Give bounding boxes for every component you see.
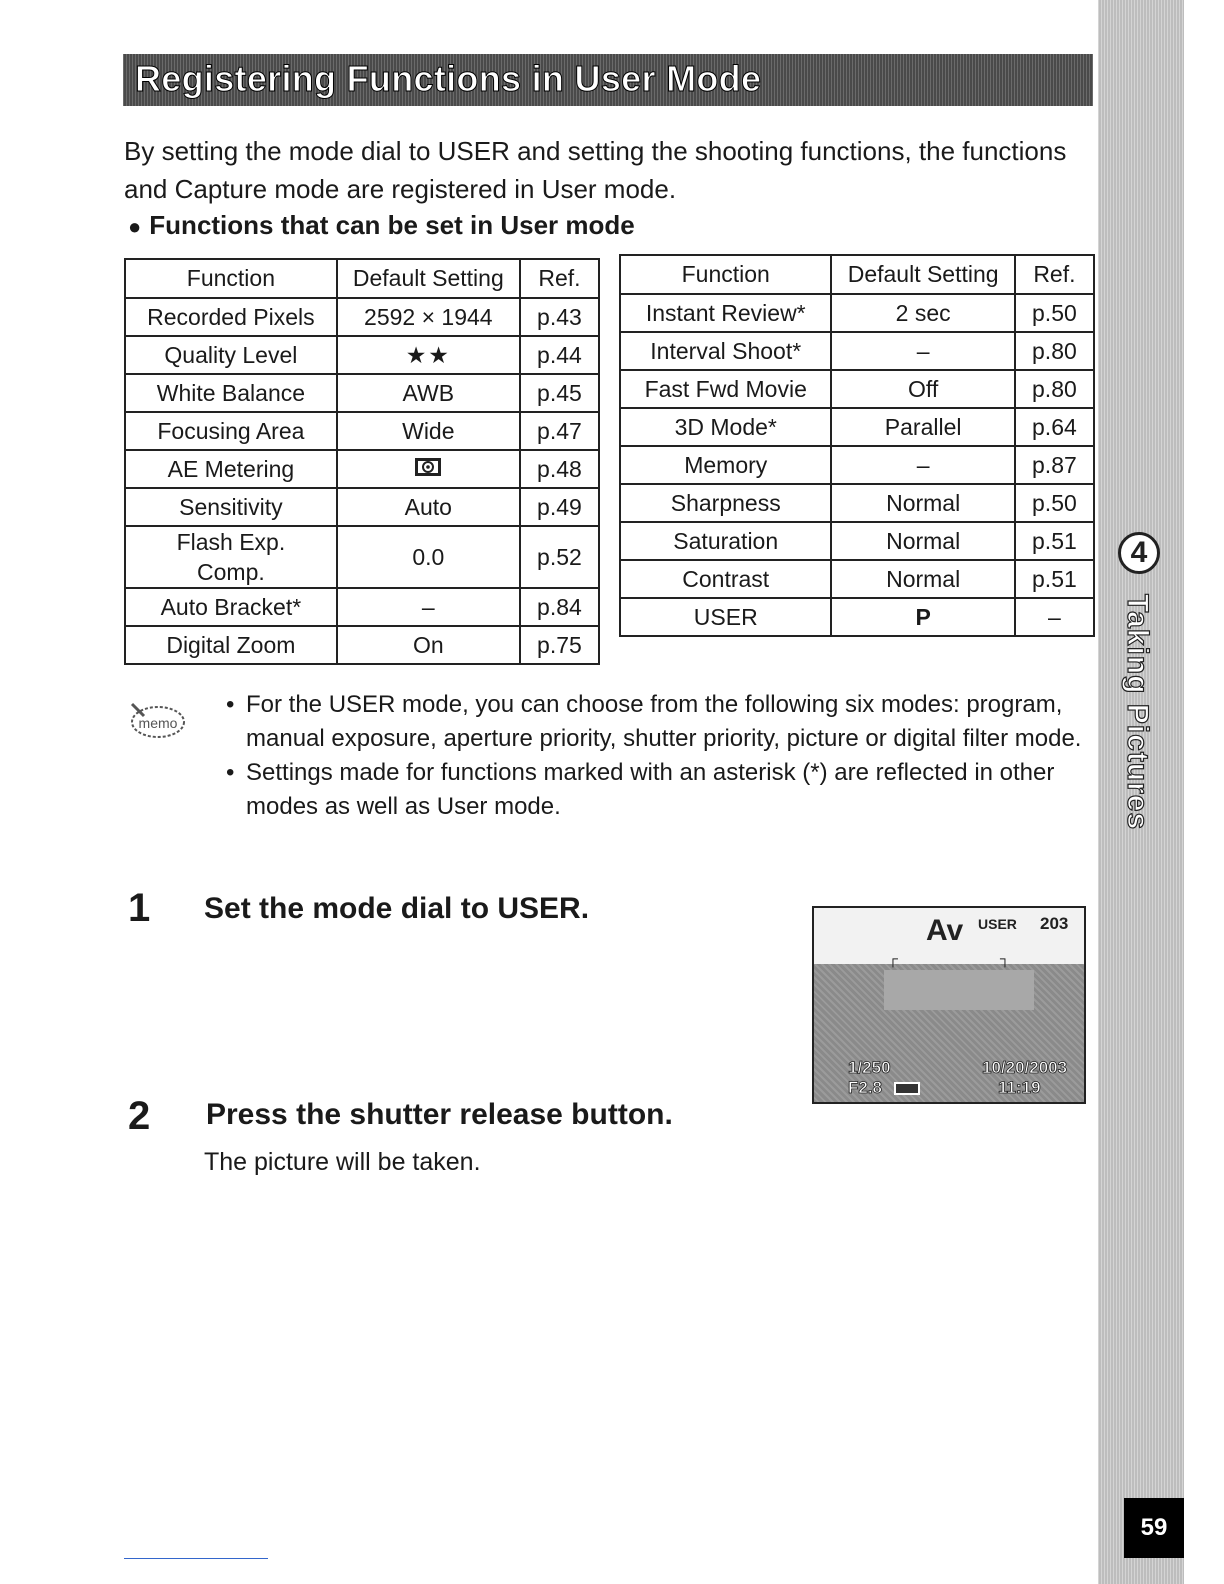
function-cell: Sensitivity: [125, 488, 337, 526]
chapter-title: Taking Pictures: [1121, 594, 1154, 831]
step-2-number: 2: [128, 1094, 151, 1138]
column-header-default: Default Setting: [831, 255, 1014, 294]
functions-table-left: [124, 258, 600, 665]
osd-shutter: 1/250: [848, 1058, 891, 1077]
ref-cell: p.50: [1015, 294, 1094, 332]
ref-cell: p.87: [1015, 446, 1094, 484]
table-row: [125, 336, 599, 374]
table-row: [620, 294, 1094, 332]
osd-aperture: F2.8: [848, 1078, 883, 1097]
ref-cell: p.48: [520, 450, 599, 488]
ref-cell: p.47: [520, 412, 599, 450]
table-row: [125, 412, 599, 450]
default-cell: 2 sec: [831, 294, 1014, 332]
ref-cell: –: [1015, 598, 1094, 636]
ref-cell: p.84: [520, 588, 599, 626]
ref-cell: p.51: [1015, 560, 1094, 598]
intro-paragraph: By setting the mode dial to USER and setting the shooting functions, the functions and Capture mode are registered in User mode.: [124, 136, 1067, 204]
ref-cell: p.80: [1015, 370, 1094, 408]
column-header-default: Default Setting: [337, 259, 520, 298]
ref-cell: p.51: [1015, 522, 1094, 560]
table-row: [125, 526, 599, 588]
focus-frame-right-icon: ┐: [1000, 950, 1010, 966]
table-row: [620, 332, 1094, 370]
memo-note: • Settings made for functions marked with an asterisk (*) are reflected in other modes as well as User mode.: [222, 756, 1082, 824]
column-header-function: Function: [620, 255, 831, 294]
osd-date: 10/20/2003: [982, 1058, 1068, 1077]
function-cell: Contrast: [620, 560, 831, 598]
section-title: Registering Functions in User Mode: [135, 58, 762, 99]
default-cell: Auto: [337, 488, 520, 526]
column-header-ref: Ref.: [1015, 255, 1094, 294]
function-cell: Memory: [620, 446, 831, 484]
functions-subheading: [128, 210, 635, 241]
preview-building: [884, 970, 1034, 1010]
osd-mode: Av: [926, 914, 964, 947]
ref-cell: p.44: [520, 336, 599, 374]
ref-cell: p.64: [1015, 408, 1094, 446]
function-cell: Recorded Pixels: [125, 298, 337, 336]
default-cell: –: [831, 332, 1014, 370]
camera-lcd-preview: [812, 906, 1086, 1104]
default-cell: –: [831, 446, 1014, 484]
osd-user: USER: [978, 916, 1017, 932]
function-cell: Flash Exp. Comp.: [125, 526, 337, 588]
osd-time: 11:19: [998, 1078, 1041, 1097]
column-header-ref: Ref.: [520, 259, 599, 298]
default-cell: AWB: [337, 374, 520, 412]
table-row: [620, 370, 1094, 408]
footer-rule: [124, 1558, 268, 1559]
step-1-title: Set the mode dial to USER.: [204, 892, 590, 925]
page-number: 59: [1124, 1498, 1184, 1558]
default-cell: [337, 450, 520, 488]
function-cell: Saturation: [620, 522, 831, 560]
default-cell: Wide: [337, 412, 520, 450]
table-row: [620, 408, 1094, 446]
default-cell: ★★: [337, 336, 520, 374]
table-row: [620, 522, 1094, 560]
default-cell: Off: [831, 370, 1014, 408]
default-cell: 2592 × 1944: [337, 298, 520, 336]
column-header-function: Function: [125, 259, 337, 298]
step-2-body: The picture will be taken.: [204, 1148, 481, 1176]
default-cell: 0.0: [337, 526, 520, 588]
function-cell: Sharpness: [620, 484, 831, 522]
memo-label: memo: [138, 715, 178, 731]
step-2-title: Press the shutter release button.: [206, 1098, 673, 1131]
default-cell: On: [337, 626, 520, 664]
function-cell: Fast Fwd Movie: [620, 370, 831, 408]
function-cell: White Balance: [125, 374, 337, 412]
table-row: [620, 446, 1094, 484]
battery-icon: [894, 1082, 920, 1095]
table-row: [125, 588, 599, 626]
ref-cell: p.49: [520, 488, 599, 526]
section-title-bar: [123, 54, 1093, 106]
default-cell: P: [831, 598, 1014, 636]
table-row: [620, 598, 1094, 636]
table-row: [620, 484, 1094, 522]
function-cell: Auto Bracket*: [125, 588, 337, 626]
ref-cell: p.80: [1015, 332, 1094, 370]
table-row: [125, 626, 599, 664]
function-cell: 3D Mode*: [620, 408, 831, 446]
function-cell: USER: [620, 598, 831, 636]
memo-note: • For the USER mode, you can choose from the following six modes: program, manual exposure, aperture priority, shutter priority, picture or digital filter mode.: [222, 688, 1082, 756]
table-row: [125, 488, 599, 526]
ref-cell: p.45: [520, 374, 599, 412]
multi-segment-metering-icon: [414, 457, 442, 477]
ref-cell: p.43: [520, 298, 599, 336]
subheading-text: Functions that can be set in User mode: [149, 210, 635, 240]
bullet-icon: ●: [128, 214, 142, 239]
default-cell: Normal: [831, 484, 1014, 522]
table-row: [620, 560, 1094, 598]
ref-cell: p.75: [520, 626, 599, 664]
focus-frame-left-icon: ┌: [888, 950, 898, 966]
function-cell: Instant Review*: [620, 294, 831, 332]
functions-table-right: [619, 254, 1095, 637]
default-cell: Normal: [831, 560, 1014, 598]
memo-icon: [126, 698, 186, 742]
table-row: [125, 298, 599, 336]
function-cell: Digital Zoom: [125, 626, 337, 664]
memo-notes: [222, 688, 1082, 824]
chapter-number: 4: [1118, 532, 1160, 574]
function-cell: Quality Level: [125, 336, 337, 374]
osd-shots-remaining: 203: [1040, 914, 1069, 933]
step-1-number: 1: [128, 886, 151, 930]
function-cell: Focusing Area: [125, 412, 337, 450]
ref-cell: p.50: [1015, 484, 1094, 522]
default-cell: Normal: [831, 522, 1014, 560]
table-row: [125, 450, 599, 488]
ref-cell: p.52: [520, 526, 599, 588]
table-row: [125, 374, 599, 412]
default-cell: –: [337, 588, 520, 626]
function-cell: Interval Shoot*: [620, 332, 831, 370]
default-cell: Parallel: [831, 408, 1014, 446]
function-cell: AE Metering: [125, 450, 337, 488]
